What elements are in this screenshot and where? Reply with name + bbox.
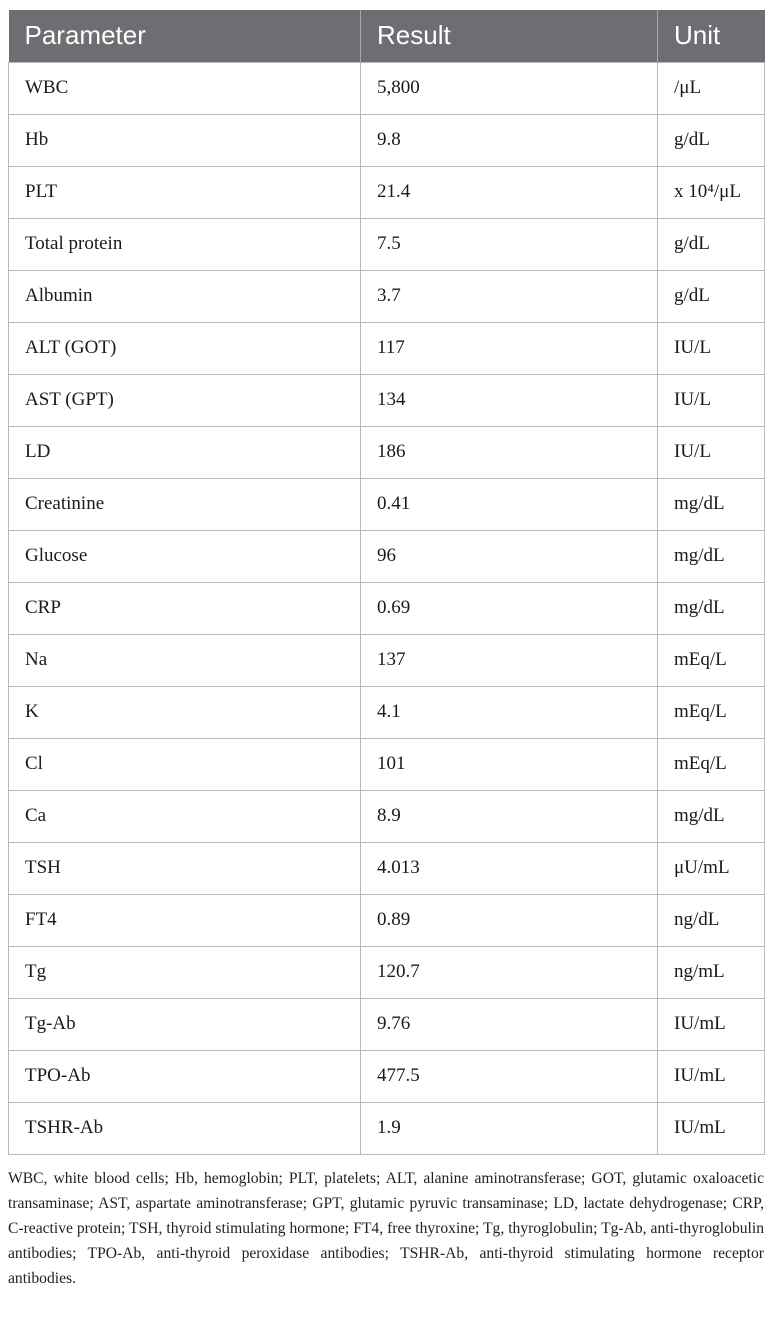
result-cell: 3.7 (361, 270, 658, 322)
table-row (9, 1050, 765, 1102)
unit-cell: ng/mL (658, 946, 765, 998)
unit-cell: mg/dL (658, 582, 765, 634)
unit-cell: μU/mL (658, 842, 765, 894)
table-header-row (9, 10, 765, 62)
parameter-cell: CRP (9, 582, 361, 634)
parameter-cell: Tg (9, 946, 361, 998)
unit-cell: /μL (658, 62, 765, 114)
table-row (9, 1102, 765, 1154)
table-row (9, 114, 765, 166)
unit-cell: IU/L (658, 374, 765, 426)
table-row (9, 894, 765, 946)
table-row (9, 218, 765, 270)
unit-cell: ng/dL (658, 894, 765, 946)
unit-cell: mg/dL (658, 478, 765, 530)
result-cell: 0.89 (361, 894, 658, 946)
parameter-cell: FT4 (9, 894, 361, 946)
result-cell: 186 (361, 426, 658, 478)
table-row (9, 270, 765, 322)
result-cell: 7.5 (361, 218, 658, 270)
parameter-cell: Cl (9, 738, 361, 790)
table-row (9, 998, 765, 1050)
parameter-cell: WBC (9, 62, 361, 114)
parameter-cell: Ca (9, 790, 361, 842)
parameter-cell: AST (GPT) (9, 374, 361, 426)
table-row (9, 634, 765, 686)
unit-cell: mg/dL (658, 790, 765, 842)
unit-cell: IU/mL (658, 998, 765, 1050)
unit-cell: IU/mL (658, 1050, 765, 1102)
result-cell: 117 (361, 322, 658, 374)
parameter-cell: PLT (9, 166, 361, 218)
result-cell: 21.4 (361, 166, 658, 218)
unit-cell: mEq/L (658, 634, 765, 686)
result-cell: 101 (361, 738, 658, 790)
header-unit: Unit (658, 10, 765, 62)
table-row (9, 790, 765, 842)
unit-cell: IU/L (658, 426, 765, 478)
parameter-cell: TSH (9, 842, 361, 894)
result-cell: 134 (361, 374, 658, 426)
table-row (9, 426, 765, 478)
parameter-cell: ALT (GOT) (9, 322, 361, 374)
result-cell: 477.5 (361, 1050, 658, 1102)
table-row (9, 478, 765, 530)
unit-cell: g/dL (658, 270, 765, 322)
header-parameter: Parameter (9, 10, 361, 62)
parameter-cell: Glucose (9, 530, 361, 582)
result-cell: 120.7 (361, 946, 658, 998)
table-row (9, 842, 765, 894)
result-cell: 0.69 (361, 582, 658, 634)
result-cell: 96 (361, 530, 658, 582)
table-row (9, 374, 765, 426)
table-row (9, 946, 765, 998)
table-footnote: WBC, white blood cells; Hb, hemoglobin; PLT, platelets; ALT, alanine aminotransferase; GOT, glutamic oxaloacetic transaminase; AST, aspartate aminotransferase; GPT, glutamic pyruvic transaminase; LD, lactate dehydrogenase; CRP, C-reactive protein; TSH, thyroid stimulating hormone; FT4, free thyroxine; Tg, thyroglobulin; Tg-Ab, anti-thyroglobulin antibodies; TPO-Ab, anti-thyroid peroxidase antibodies; TSHR-Ab, anti-thyroid stimulating hormone receptor antibodies. (8, 1170, 764, 1287)
parameter-cell: Tg-Ab (9, 998, 361, 1050)
unit-cell: x 10⁴/μL (658, 166, 765, 218)
unit-cell: IU/L (658, 322, 765, 374)
parameter-cell: Na (9, 634, 361, 686)
unit-cell: IU/mL (658, 1102, 765, 1154)
parameter-cell: Creatinine (9, 478, 361, 530)
result-cell: 137 (361, 634, 658, 686)
unit-cell: mg/dL (658, 530, 765, 582)
result-cell: 5,800 (361, 62, 658, 114)
parameter-cell: TSHR-Ab (9, 1102, 361, 1154)
result-cell: 9.8 (361, 114, 658, 166)
parameter-cell: Total protein (9, 218, 361, 270)
parameter-cell: Albumin (9, 270, 361, 322)
table-row (9, 62, 765, 114)
table-row (9, 322, 765, 374)
table-row (9, 530, 765, 582)
result-cell: 0.41 (361, 478, 658, 530)
result-cell: 4.013 (361, 842, 658, 894)
unit-cell: g/dL (658, 218, 765, 270)
parameter-cell: TPO-Ab (9, 1050, 361, 1102)
unit-cell: mEq/L (658, 686, 765, 738)
unit-cell: g/dL (658, 114, 765, 166)
result-cell: 4.1 (361, 686, 658, 738)
result-cell: 1.9 (361, 1102, 658, 1154)
parameter-cell: Hb (9, 114, 361, 166)
parameter-cell: K (9, 686, 361, 738)
parameter-cell: LD (9, 426, 361, 478)
table-row (9, 686, 765, 738)
lab-results-table (8, 10, 765, 1155)
table-row (9, 582, 765, 634)
lab-results-table-container (8, 10, 764, 1155)
table-body (9, 62, 765, 1154)
table-row (9, 166, 765, 218)
result-cell: 9.76 (361, 998, 658, 1050)
header-result: Result (361, 10, 658, 62)
table-row (9, 738, 765, 790)
result-cell: 8.9 (361, 790, 658, 842)
unit-cell: mEq/L (658, 738, 765, 790)
